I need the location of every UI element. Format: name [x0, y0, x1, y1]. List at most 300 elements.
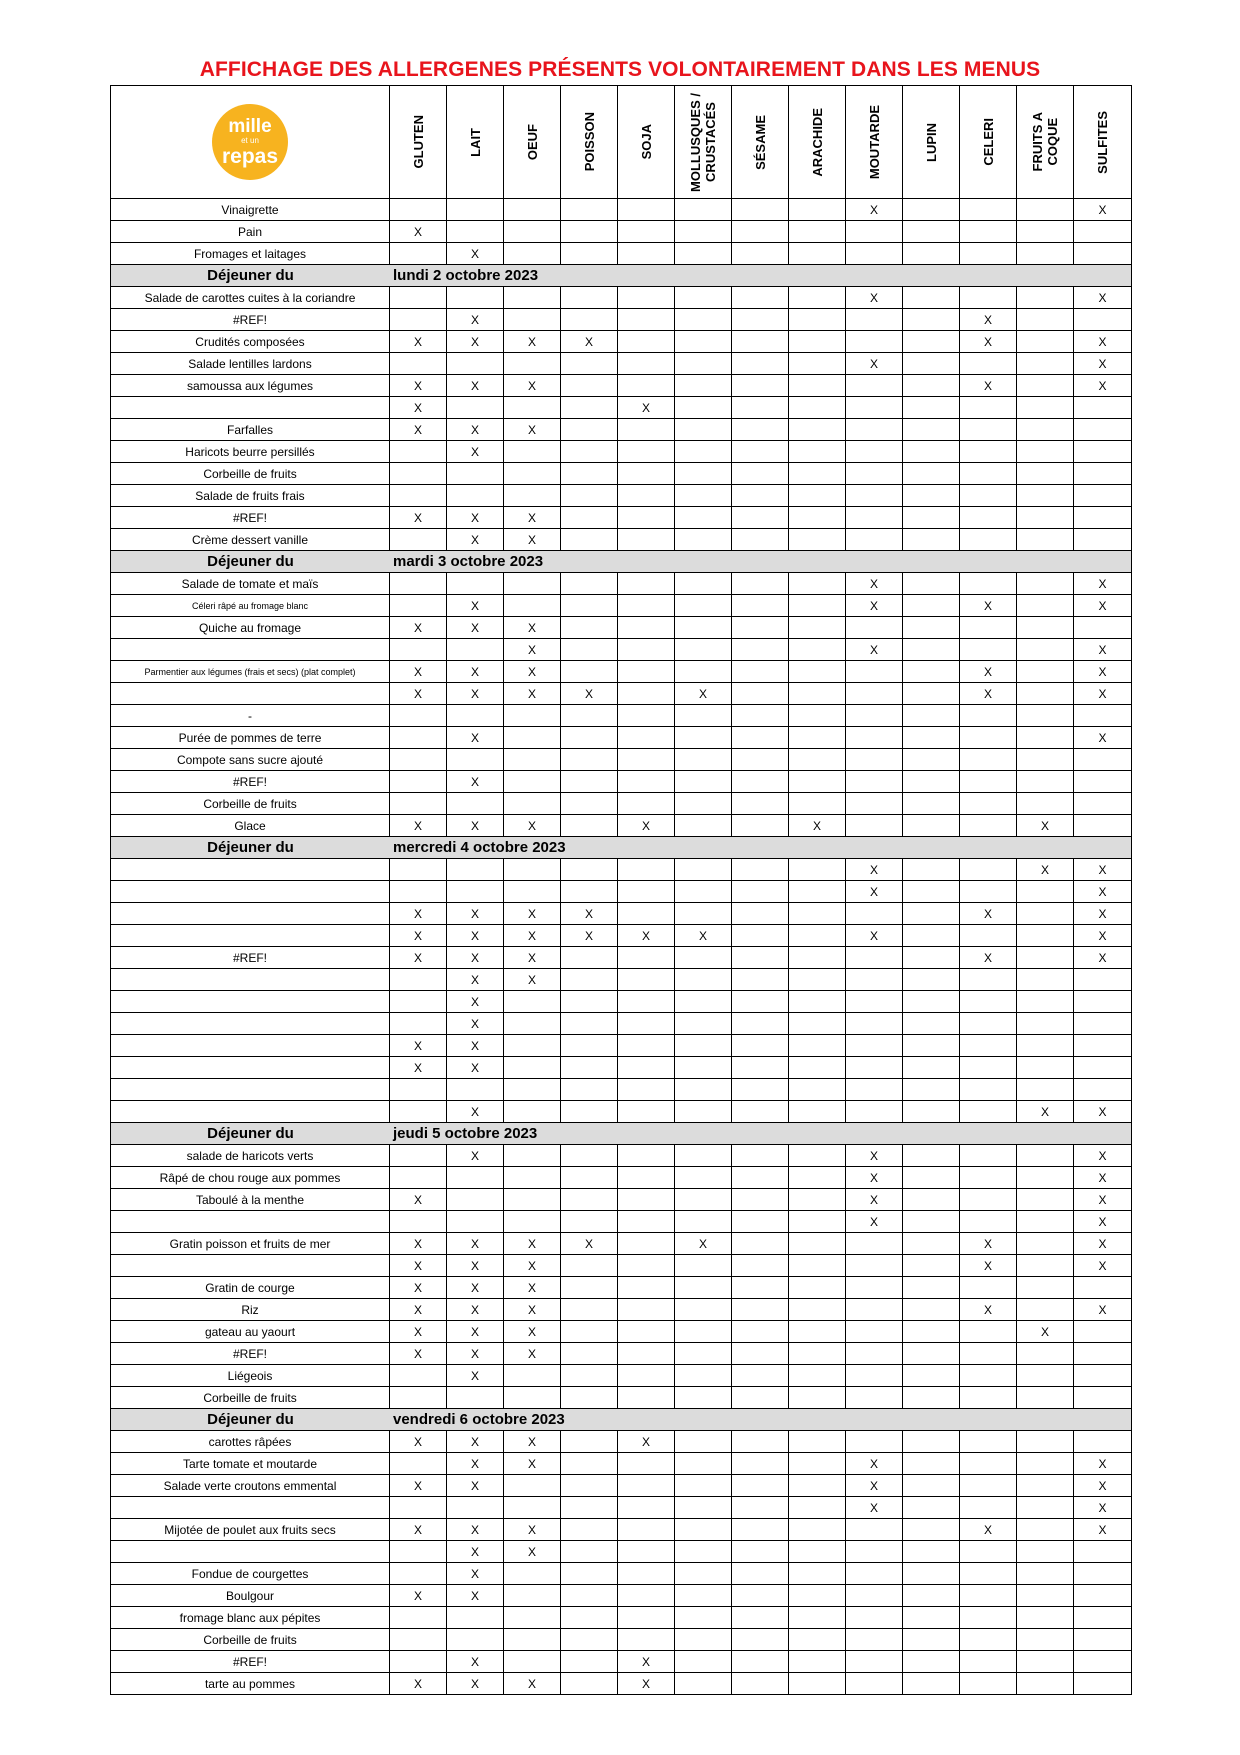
- day-date: mardi 3 octobre 2023: [393, 553, 544, 570]
- allergen-cell: X: [1098, 1236, 1107, 1251]
- allergen-cell: [960, 1365, 1017, 1386]
- dish-name: [111, 1013, 390, 1034]
- allergen-cell: X: [561, 1233, 618, 1254]
- table-row: [110, 595, 1132, 617]
- allergen-cell: [1017, 529, 1074, 550]
- day-label: Déjeuner du: [207, 1411, 294, 1428]
- allergen-cell: [903, 375, 960, 396]
- table-row: [110, 1035, 1132, 1057]
- allergen-cell: [732, 485, 789, 506]
- allergen-cell: [903, 1035, 960, 1056]
- allergen-cell: [732, 1607, 789, 1628]
- allergen-cell: [675, 199, 732, 220]
- allergen-cell: [390, 749, 447, 770]
- allergen-cell: X: [561, 903, 618, 924]
- allergen-cell: [1017, 793, 1074, 814]
- dish-name: Céleri râpé au fromage blanc: [111, 595, 390, 616]
- allergen-cell: X: [960, 1233, 1017, 1254]
- table-row: [110, 1607, 1132, 1629]
- allergen-cell: X: [846, 353, 903, 374]
- allergen-cell: [618, 331, 675, 352]
- table-row: [110, 1101, 1132, 1123]
- allergen-cell: [675, 815, 732, 836]
- allergen-cell: [675, 1629, 732, 1650]
- allergen-cell: [903, 1541, 960, 1562]
- allergen-cell: X: [447, 947, 504, 968]
- allergen-cell: [960, 1563, 1017, 1584]
- allergen-cell: [390, 639, 447, 660]
- dish-name: [111, 1101, 390, 1122]
- allergen-cell: [618, 595, 675, 616]
- allergen-cell: [447, 705, 504, 726]
- allergen-cell: [846, 815, 903, 836]
- allergen-cell: [561, 639, 618, 660]
- allergen-cell: [789, 1651, 846, 1672]
- allergen-cell: X: [390, 1189, 447, 1210]
- allergen-cell: X: [675, 683, 732, 704]
- allergen-cell: [561, 309, 618, 330]
- allergen-cell: [789, 1101, 846, 1122]
- allergen-cell: [1017, 331, 1074, 352]
- allergen-cell: [960, 749, 1017, 770]
- allergen-cell: X: [447, 1101, 504, 1122]
- allergen-cell: [1017, 925, 1074, 946]
- allergen-cell: X: [447, 683, 504, 704]
- allergen-cell: [618, 1101, 675, 1122]
- allergen-cell: [561, 1497, 618, 1518]
- allergen-cell: [675, 1079, 732, 1100]
- allergen-cell: X: [960, 903, 1017, 924]
- dish-name: Râpé de chou rouge aux pommes: [111, 1167, 390, 1188]
- allergen-cell: [1017, 221, 1074, 242]
- allergen-cell: [732, 1167, 789, 1188]
- allergen-cell: [903, 1673, 960, 1694]
- dish-name: Salade de tomate et maïs: [111, 573, 390, 594]
- allergen-cell: [675, 1673, 732, 1694]
- allergen-cell: [561, 375, 618, 396]
- allergen-cell: X: [390, 507, 447, 528]
- allergen-cell: [732, 353, 789, 374]
- allergen-cell: X: [390, 1343, 447, 1364]
- allergen-cell: [789, 705, 846, 726]
- allergen-cell: [903, 529, 960, 550]
- allergen-cell: X: [504, 1255, 561, 1276]
- allergen-cell: [789, 1431, 846, 1452]
- allergen-cell: [846, 375, 903, 396]
- allergen-cell: [675, 1101, 732, 1122]
- allergen-cell: [447, 1167, 504, 1188]
- allergen-cell: [846, 1519, 903, 1540]
- allergen-cell: [903, 1519, 960, 1540]
- allergen-cell: [732, 1497, 789, 1518]
- allergen-cell: [789, 617, 846, 638]
- allergen-cell: [390, 199, 447, 220]
- allergen-cell: [561, 1519, 618, 1540]
- allergen-cell: X: [618, 397, 675, 418]
- allergen-cell: X: [1098, 1214, 1107, 1229]
- allergen-cell: X: [1098, 1478, 1107, 1493]
- allergen-cell: [561, 1321, 618, 1342]
- allergen-cell: [618, 661, 675, 682]
- table-row: [110, 1255, 1132, 1277]
- allergen-cell: [504, 397, 561, 418]
- table-row: [110, 353, 1132, 375]
- allergen-cell: X: [447, 309, 504, 330]
- allergen-cell: [675, 1475, 732, 1496]
- dish-name: [111, 683, 390, 704]
- allergen-cell: [960, 287, 1017, 308]
- allergen-cell: X: [447, 1541, 504, 1562]
- allergen-label: MOLLUSQUES / CRUSTACÉS: [688, 92, 718, 192]
- allergen-cell: [390, 287, 447, 308]
- allergen-cell: [789, 1277, 846, 1298]
- allergen-label: FRUITS A COQUE: [1030, 112, 1060, 172]
- allergen-cell: X: [447, 903, 504, 924]
- day-header-row: [110, 1123, 1132, 1145]
- allergen-cell: X: [504, 1431, 561, 1452]
- allergen-cell: [504, 1035, 561, 1056]
- allergen-cell: [903, 353, 960, 374]
- allergen-cell: [732, 1101, 789, 1122]
- allergen-cell: X: [1017, 1321, 1074, 1342]
- allergen-cell: [846, 507, 903, 528]
- allergen-cell: [903, 595, 960, 616]
- table-row: [110, 199, 1132, 221]
- dish-name: Quiche au fromage: [111, 617, 390, 638]
- allergen-cell: X: [504, 617, 561, 638]
- table-row: [110, 1585, 1132, 1607]
- allergen-cell: [846, 1101, 903, 1122]
- allergen-cell: [504, 287, 561, 308]
- allergen-cell: [789, 1233, 846, 1254]
- allergen-cell: [732, 815, 789, 836]
- allergen-cell: [903, 1057, 960, 1078]
- allergen-cell: X: [447, 1255, 504, 1276]
- table-row: [110, 529, 1132, 551]
- allergen-cell: X: [447, 1431, 504, 1452]
- allergen-cell: [390, 529, 447, 550]
- allergen-cell: [789, 221, 846, 242]
- allergen-cell: X: [447, 661, 504, 682]
- dish-name: [111, 1541, 390, 1562]
- allergen-cell: X: [390, 815, 447, 836]
- allergen-cell: [732, 1673, 789, 1694]
- allergen-cell: [675, 1321, 732, 1342]
- allergen-cell: [447, 353, 504, 374]
- allergen-cell: [675, 1057, 732, 1078]
- allergen-cell: [846, 1387, 903, 1408]
- allergen-cell: [846, 1079, 903, 1100]
- allergen-cell: [447, 397, 504, 418]
- allergen-cell: [618, 771, 675, 792]
- allergen-cell: [1074, 617, 1131, 638]
- allergen-cell: [960, 1211, 1017, 1232]
- allergen-cell: [618, 749, 675, 770]
- allergen-cell: X: [504, 1233, 561, 1254]
- allergen-cell: [1074, 463, 1131, 484]
- allergen-cell: [903, 1167, 960, 1188]
- allergen-cell: X: [447, 441, 504, 462]
- dish-name: #REF!: [111, 771, 390, 792]
- allergen-cell: [561, 705, 618, 726]
- allergen-cell: [561, 1365, 618, 1386]
- allergen-cell: [732, 771, 789, 792]
- allergen-cell: [561, 485, 618, 506]
- allergen-cell: [618, 1167, 675, 1188]
- allergen-cell: [675, 1277, 732, 1298]
- allergen-cell: [390, 881, 447, 902]
- allergen-cell: X: [504, 969, 561, 990]
- allergen-cell: [732, 243, 789, 264]
- allergen-cell: [732, 1013, 789, 1034]
- allergen-cell: [504, 705, 561, 726]
- allergen-cell: [789, 1211, 846, 1232]
- logo-text-1: mille: [228, 116, 272, 137]
- allergen-cell: [675, 793, 732, 814]
- allergen-cell: X: [1017, 1101, 1074, 1122]
- allergen-cell: [960, 1079, 1017, 1100]
- allergen-cell: [1074, 815, 1131, 836]
- allergen-cell: [618, 573, 675, 594]
- allergen-cell: [1017, 749, 1074, 770]
- allergen-cell: [390, 1651, 447, 1672]
- allergen-cell: [675, 1563, 732, 1584]
- allergen-cell: [390, 463, 447, 484]
- allergen-cell: [504, 1607, 561, 1628]
- allergen-cell: [903, 749, 960, 770]
- allergen-header: [447, 86, 504, 198]
- table-row: [110, 1475, 1132, 1497]
- allergen-cell: [846, 903, 903, 924]
- allergen-cell: X: [618, 815, 675, 836]
- logo-text-3: repas: [221, 145, 279, 168]
- allergen-cell: [732, 1277, 789, 1298]
- allergen-cell: [675, 1013, 732, 1034]
- table-row: [110, 507, 1132, 529]
- allergen-cell: [390, 1387, 447, 1408]
- allergen-cell: [561, 1079, 618, 1100]
- dish-name: Tarte tomate et moutarde: [111, 1453, 390, 1474]
- table-row: [110, 1299, 1132, 1321]
- allergen-cell: X: [447, 1013, 504, 1034]
- allergen-cell: [390, 991, 447, 1012]
- allergen-cell: [1074, 243, 1131, 264]
- allergen-cell: [1074, 749, 1131, 770]
- allergen-cell: X: [504, 1321, 561, 1342]
- allergen-cell: X: [1098, 1302, 1107, 1317]
- allergen-cell: [846, 1321, 903, 1342]
- allergen-cell: [561, 221, 618, 242]
- allergen-cell: X: [390, 1475, 447, 1496]
- dish-name: [111, 639, 390, 660]
- allergen-label: LUPIN: [923, 122, 939, 162]
- allergen-cell: [1074, 1629, 1131, 1650]
- allergen-cell: [960, 1343, 1017, 1364]
- allergen-cell: [732, 1299, 789, 1320]
- allergen-cell: X: [390, 1673, 447, 1694]
- allergen-cell: [561, 617, 618, 638]
- allergen-cell: X: [960, 1299, 1017, 1320]
- allergen-cell: [618, 309, 675, 330]
- allergen-header: [504, 86, 561, 198]
- allergen-cell: [732, 969, 789, 990]
- allergen-cell: [561, 1035, 618, 1056]
- allergen-label: ARACHIDE: [809, 107, 825, 177]
- table-row: [110, 815, 1132, 837]
- allergen-cell: [903, 309, 960, 330]
- allergen-cell: X: [1098, 576, 1107, 591]
- table-row: [110, 969, 1132, 991]
- allergen-cell: [1017, 243, 1074, 264]
- table-row: [110, 639, 1132, 661]
- dish-name: Salade verte croutons emmental: [111, 1475, 390, 1496]
- dish-name: [111, 925, 390, 946]
- allergen-cell: [732, 991, 789, 1012]
- dish-name: Corbeille de fruits: [111, 793, 390, 814]
- allergen-cell: [675, 1211, 732, 1232]
- allergen-cell: [561, 1475, 618, 1496]
- page-title: AFFICHAGE DES ALLERGENES PRÉSENTS VOLONTAIREMENT DANS LES MENUS: [199, 58, 1041, 81]
- allergen-cell: [1017, 1211, 1074, 1232]
- allergen-cell: [960, 1673, 1017, 1694]
- allergen-cell: X: [447, 617, 504, 638]
- allergen-cell: [789, 903, 846, 924]
- allergen-cell: [1017, 595, 1074, 616]
- allergen-cell: [903, 1211, 960, 1232]
- allergen-cell: [732, 573, 789, 594]
- allergen-cell: [903, 1013, 960, 1034]
- allergen-cell: [618, 353, 675, 374]
- allergen-cell: [960, 1431, 1017, 1452]
- allergen-cell: [732, 595, 789, 616]
- logo-text-2: et un: [241, 136, 259, 145]
- allergen-cell: [789, 1519, 846, 1540]
- allergen-cell: [732, 1651, 789, 1672]
- allergen-cell: [675, 947, 732, 968]
- allergen-cell: [903, 881, 960, 902]
- day-label: Déjeuner du: [207, 839, 294, 856]
- allergen-cell: [960, 199, 1017, 220]
- allergen-cell: X: [1098, 1148, 1107, 1163]
- allergen-cell: X: [846, 639, 903, 660]
- allergen-cell: [561, 1013, 618, 1034]
- table-row: [110, 1013, 1132, 1035]
- allergen-cell: [561, 859, 618, 880]
- allergen-cell: X: [1098, 906, 1107, 921]
- allergen-cell: [903, 793, 960, 814]
- dish-name: Haricots beurre persillés: [111, 441, 390, 462]
- dish-name: Farfalles: [111, 419, 390, 440]
- allergen-cell: [504, 1629, 561, 1650]
- allergen-cell: X: [390, 1585, 447, 1606]
- allergen-cell: [390, 595, 447, 616]
- allergen-cell: [960, 1387, 1017, 1408]
- allergen-cell: X: [447, 243, 504, 264]
- allergen-cell: [561, 991, 618, 1012]
- allergen-cell: [903, 573, 960, 594]
- allergen-cell: [960, 925, 1017, 946]
- allergen-cell: [960, 1277, 1017, 1298]
- allergen-cell: [732, 1541, 789, 1562]
- allergen-cell: [1017, 1387, 1074, 1408]
- allergen-cell: X: [1098, 664, 1107, 679]
- allergen-cell: [561, 1453, 618, 1474]
- dish-name: [111, 1497, 390, 1518]
- allergen-cell: X: [960, 309, 1017, 330]
- allergen-cell: [789, 463, 846, 484]
- allergen-cell: [675, 397, 732, 418]
- allergen-cell: X: [390, 947, 447, 968]
- allergen-cell: [675, 287, 732, 308]
- dish-name: carottes râpées: [111, 1431, 390, 1452]
- allergen-cell: [504, 573, 561, 594]
- allergen-cell: [903, 287, 960, 308]
- allergen-cell: [390, 1101, 447, 1122]
- allergen-cell: [1074, 1651, 1131, 1672]
- allergen-cell: [561, 1563, 618, 1584]
- allergen-cell: [846, 309, 903, 330]
- allergen-cell: [846, 1255, 903, 1276]
- table-row: [110, 1519, 1132, 1541]
- allergen-cell: [732, 925, 789, 946]
- allergen-cell: [390, 1629, 447, 1650]
- allergen-cell: [903, 243, 960, 264]
- allergen-cell: [504, 595, 561, 616]
- allergen-cell: X: [960, 683, 1017, 704]
- dish-name: tarte au pommes: [111, 1673, 390, 1694]
- allergen-cell: X: [846, 881, 903, 902]
- allergen-cell: [618, 1013, 675, 1034]
- allergen-cell: [618, 1211, 675, 1232]
- allergen-cell: [960, 793, 1017, 814]
- allergen-cell: [504, 485, 561, 506]
- allergen-cell: X: [447, 969, 504, 990]
- allergen-cell: [1074, 705, 1131, 726]
- allergen-cell: X: [390, 397, 447, 418]
- allergen-cell: [789, 1035, 846, 1056]
- allergen-cell: X: [504, 1673, 561, 1694]
- allergen-cell: [732, 331, 789, 352]
- allergen-cell: [960, 485, 1017, 506]
- allergen-cell: [561, 1101, 618, 1122]
- allergen-cell: [903, 1101, 960, 1122]
- dish-name: #REF!: [111, 947, 390, 968]
- allergen-cell: [1074, 1387, 1131, 1408]
- allergen-cell: [504, 1651, 561, 1672]
- allergen-cell: [732, 309, 789, 330]
- dish-name: [111, 1255, 390, 1276]
- allergen-cell: [1017, 1167, 1074, 1188]
- allergen-cell: [903, 969, 960, 990]
- allergen-cell: [789, 353, 846, 374]
- allergen-cell: [846, 683, 903, 704]
- dish-name: Boulgour: [111, 1585, 390, 1606]
- allergen-cell: [675, 969, 732, 990]
- allergen-cell: [846, 727, 903, 748]
- allergen-label: MOUTARDE: [866, 104, 882, 180]
- allergen-cell: [960, 1167, 1017, 1188]
- logo: [212, 104, 288, 180]
- allergen-cell: [1017, 1431, 1074, 1452]
- allergen-cell: [675, 1519, 732, 1540]
- allergen-cell: [618, 221, 675, 242]
- allergen-cell: [846, 243, 903, 264]
- allergen-cell: X: [618, 1673, 675, 1694]
- table-row: [110, 1431, 1132, 1453]
- allergen-cell: [960, 1035, 1017, 1056]
- allergen-cell: [903, 683, 960, 704]
- table-row: [110, 1651, 1132, 1673]
